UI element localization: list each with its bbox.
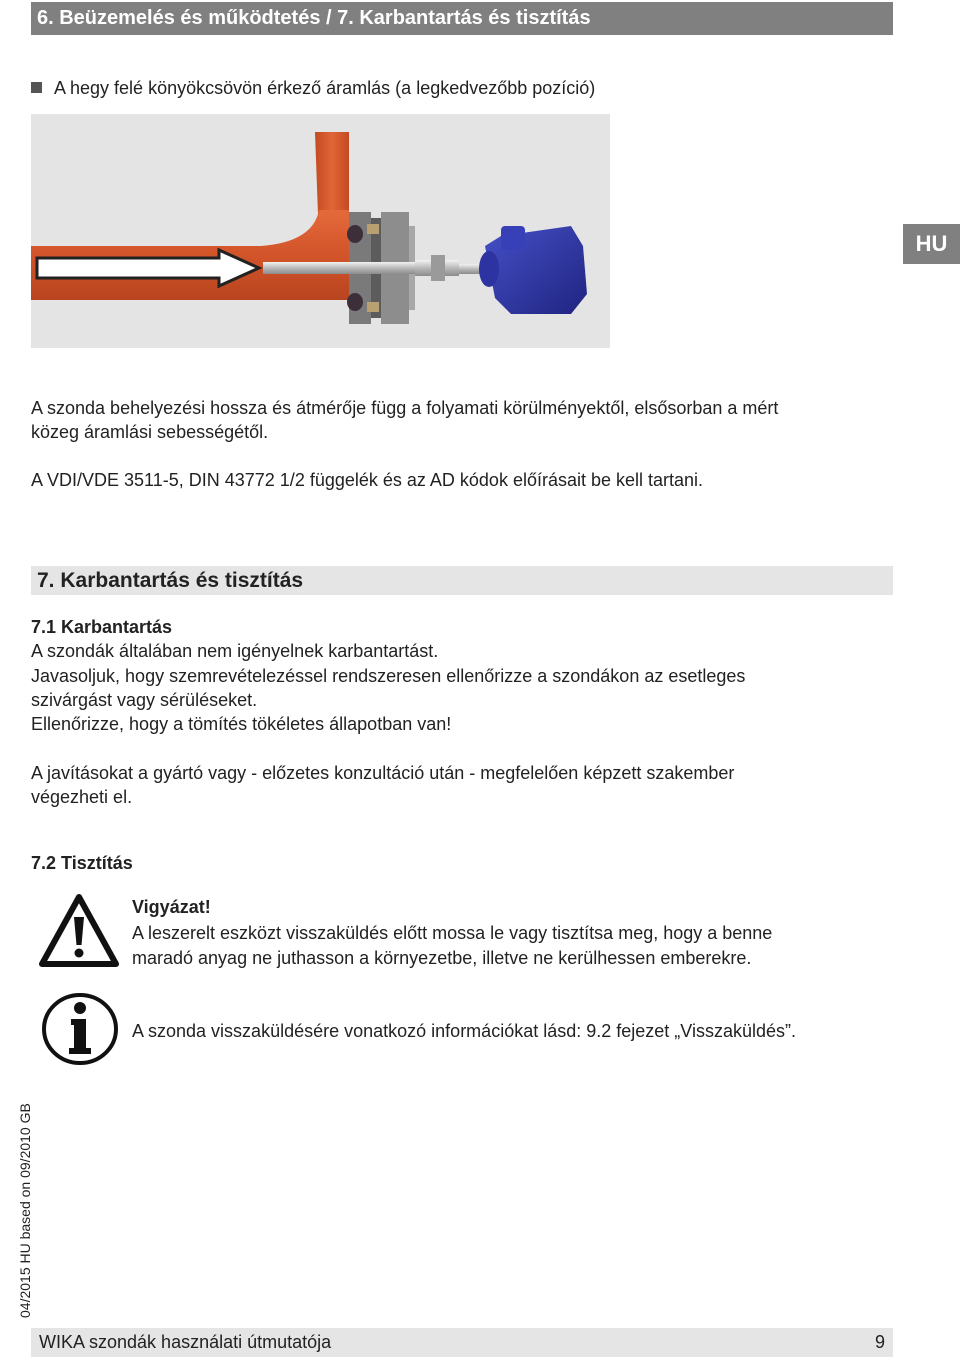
revision-note: 04/2015 HU based on 09/2010 GB (17, 1103, 33, 1318)
paragraph-line: A szondák általában nem igényelnek karbantartást. (31, 641, 439, 661)
installation-figure (31, 114, 610, 348)
paragraph-line: A javításokat a gyártó vagy - előzetes konzultáció után - megfelelően képzett szakember (31, 763, 735, 783)
warning-triangle-icon (38, 893, 120, 974)
square-bullet-icon (31, 82, 42, 93)
footer-title: WIKA szondák használati útmutatója (39, 1332, 332, 1352)
paragraph-line: végezheti el. (31, 787, 133, 807)
subsection-title: 7.2 Tisztítás (31, 853, 133, 873)
page-footer (31, 1328, 893, 1357)
paragraph-line: A szonda behelyezési hossza és átmérője függ a folyamati körülményektől, elsősorban a mért (31, 398, 779, 418)
section-title: 7. Karbantartás és tisztítás (31, 566, 893, 595)
paragraph: A VDI/VDE 3511-5, DIN 43772 1/2 függelék és az AD kódok előírásait be kell tartani. (31, 470, 704, 490)
page-header: 6. Beüzemelés és működtetés / 7. Karbantartás és tisztítás (31, 2, 893, 35)
warning-text-line: A leszerelt eszközt visszaküldés előtt mossa le vagy tisztítsa meg, hogy a benne (132, 923, 773, 943)
paragraph-line: szivárgást vagy sérüléseket. (31, 690, 258, 710)
info-icon (41, 992, 119, 1071)
language-tab: HU (903, 224, 960, 264)
warning-title: Vigyázat! (132, 897, 211, 917)
bullet-item (31, 78, 595, 99)
subsection-title: 7.1 Karbantartás (31, 617, 173, 637)
paragraph-line: Ellenőrizze, hogy a tömítés tökéletes állapotban van! (31, 714, 452, 734)
page-number: 9 (874, 1332, 885, 1352)
paragraph-line: Javasoljuk, hogy szemrevételezéssel rendszeresen ellenőrizze a szondákon az esetleges (31, 666, 746, 686)
warning-text-line: maradó anyag ne juthasson a környezetbe, illetve ne kerülhessen emberekre. (132, 948, 752, 968)
info-text: A szonda visszaküldésére vonatkozó információkat lásd: 9.2 fejezet „Visszaküldés”. (132, 1021, 797, 1041)
bullet-text: A hegy felé könyökcsövön érkező áramlás (a legkedvezőbb pozíció) (54, 78, 596, 98)
thermometer-probe-in-elbow-illustration (31, 114, 610, 348)
paragraph-line: közeg áramlási sebességétől. (31, 422, 269, 442)
